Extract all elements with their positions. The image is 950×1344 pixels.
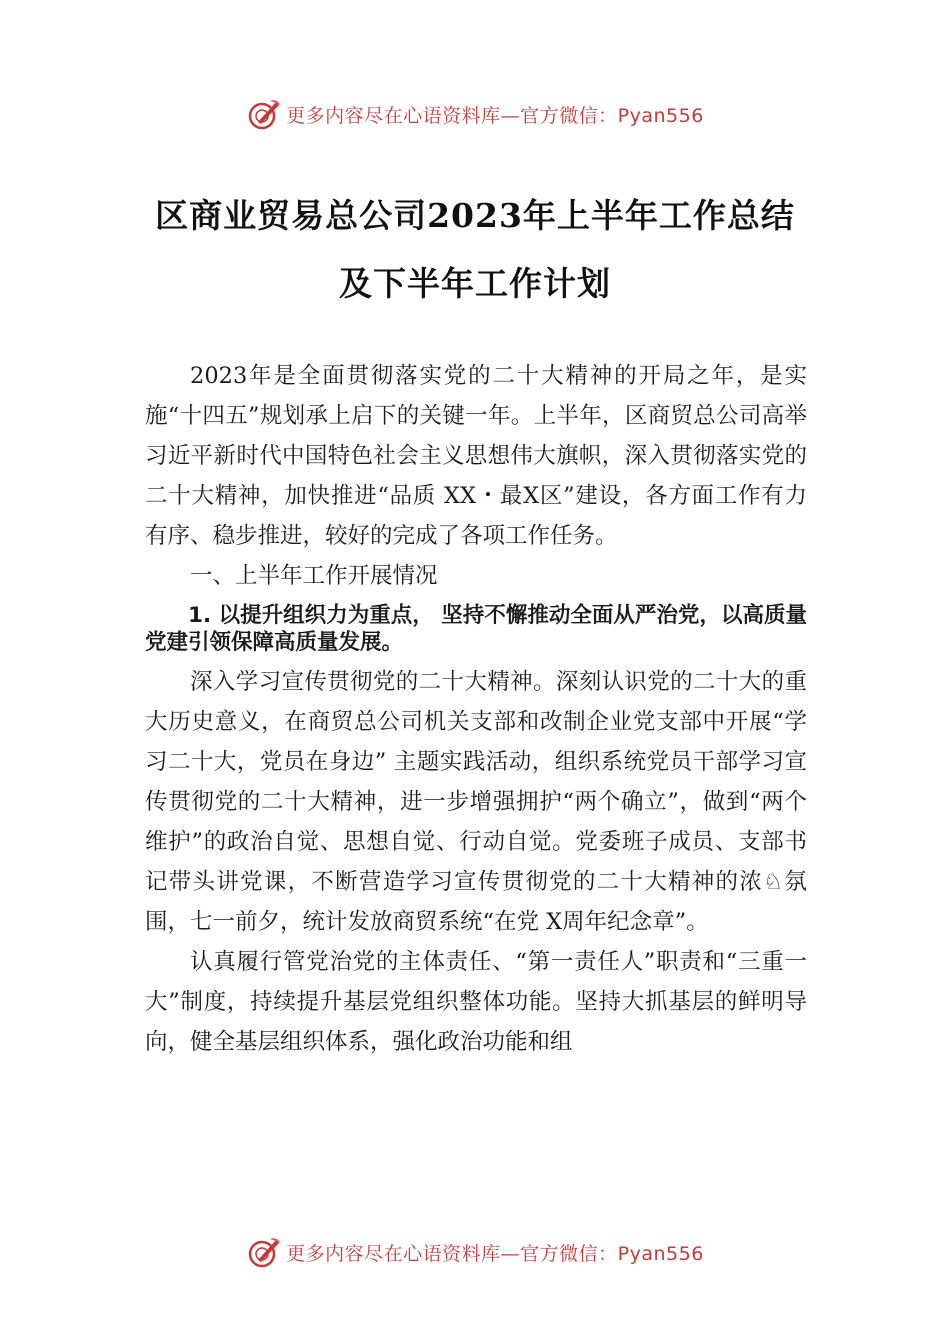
quill-logo-icon — [246, 96, 282, 132]
header-watermark-banner — [0, 94, 950, 134]
document-body — [145, 356, 807, 1062]
document-title-line1: 区商业贸易总公司2023年上半年工作总结 — [155, 196, 795, 235]
wechat-id: Pyan556 — [617, 1242, 704, 1265]
body-paragraph: 深入学习宣传贯彻党的二十大精神。深刻认识党的二十大的重大历史意义，在商贸总公司机关支部和改制企业党支部中开展“学习二十大，党员在身边” 主题实践活动，组织系统党员干部学习宣传贯彻党的二十大精神，进一步增强拥护“两个确立”，做到“两个维护”的政治自觉、思想自觉、行动自觉。党委班子成员、支部书记带头讲党课，不断营造学习宣传贯彻党的二十大精神的浓♘氛围，七一前夕，统计发放商贸系统“在党 X周年纪念章”。 — [145, 669, 807, 935]
subsection-heading: 1. 以提升组织力为重点， 坚持不懈推动全面从严治党，以高质量党建引领保障高质量发展。 — [145, 603, 807, 655]
watermark-text: 更多内容尽在心语资料库—官方微信：Pyan556 — [286, 1242, 704, 1265]
document-title-line2: 及下半年工作计划 — [339, 264, 611, 303]
section-heading: 一、上半年工作开展情况 — [190, 563, 438, 589]
wechat-id: Pyan556 — [617, 104, 704, 127]
footer-watermark-banner — [0, 1232, 950, 1272]
quill-logo-icon — [246, 1234, 282, 1270]
intro-paragraph: 2023年是全面贯彻落实党的二十大精神的开局之年，是实施“十四五”规划承上启下的关键一年。上半年，区商贸总公司高举习近平新时代中国特色社会主义思想伟大旗帜，深入贯彻落实党的二十大精神，加快推进“品质 XX・最X区”建设，各方面工作有力有序、稳步推进，较好的完成了各项工作任务。 — [145, 363, 807, 549]
watermark-text: 更多内容尽在心语资料库—官方微信：Pyan556 — [286, 104, 704, 127]
body-paragraph: 认真履行管党治党的主体责任、“第一责任人”职责和“三重一大”制度，持续提升基层党组织整体功能。坚持大抓基层的鲜明导向，健全基层组织体系，强化政治功能和组 — [145, 949, 807, 1055]
